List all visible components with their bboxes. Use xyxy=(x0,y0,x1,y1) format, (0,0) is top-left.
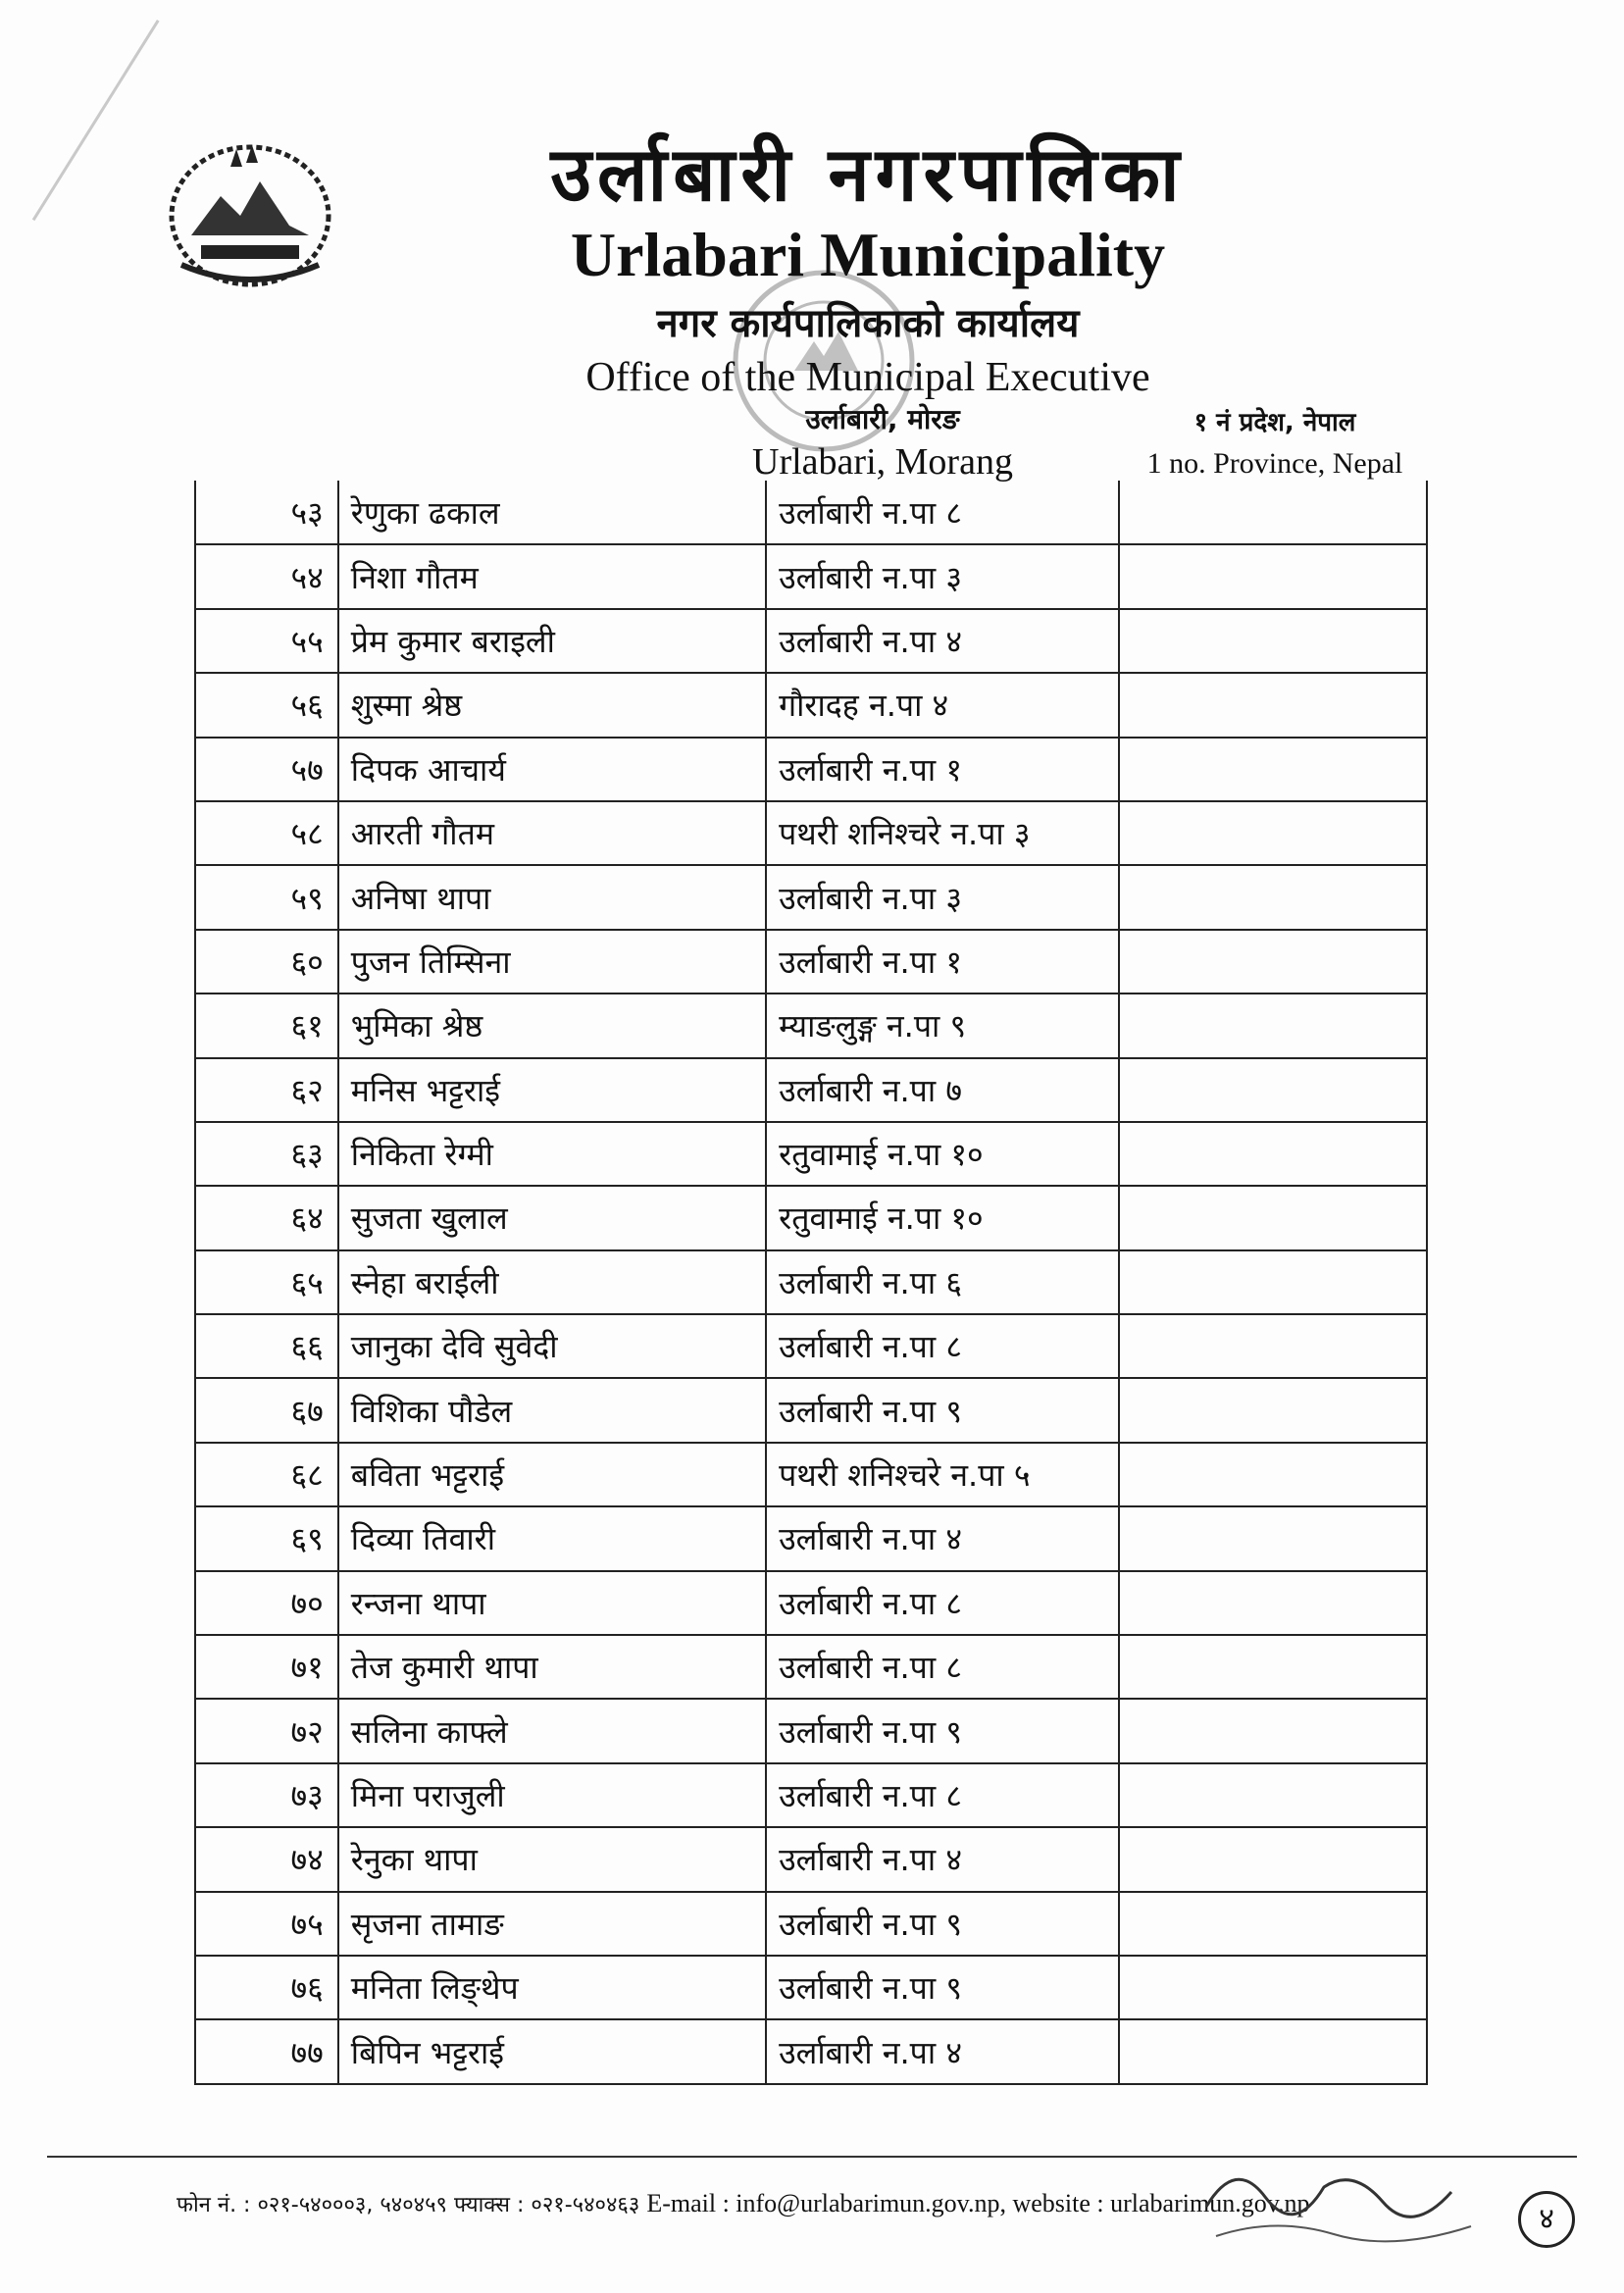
row-number-cell: ७३ xyxy=(195,1763,338,1827)
remarks-cell xyxy=(1119,738,1427,801)
footer-contact-np: फोन नं. : ०२१-५४०००३, ५४०४५९ फ्याक्स : ०२१-५४०४६३ xyxy=(177,2193,640,2217)
table-row xyxy=(195,1635,1427,1699)
address-cell: उर्लाबारी न.पा ८ xyxy=(766,1314,1119,1378)
table-row xyxy=(195,1058,1427,1122)
name-cell: रन्जना थापा xyxy=(338,1571,766,1635)
address-cell: उर्लाबारी न.पा ९ xyxy=(766,1699,1119,1762)
table-row xyxy=(195,865,1427,929)
name-cell: शुस्मा श्रेष्ठ xyxy=(338,673,766,737)
remarks-cell xyxy=(1119,1571,1427,1635)
row-number-cell: ६५ xyxy=(195,1250,338,1314)
scan-artifact-line xyxy=(32,20,160,221)
row-number-cell: ७५ xyxy=(195,1892,338,1956)
row-number-cell: ७४ xyxy=(195,1827,338,1891)
remarks-cell xyxy=(1119,1250,1427,1314)
row-number-cell: ७७ xyxy=(195,2019,338,2083)
remarks-cell xyxy=(1119,1763,1427,1827)
name-cell: मिना पराजुली xyxy=(338,1763,766,1827)
row-number-cell: ५४ xyxy=(195,544,338,608)
remarks-cell xyxy=(1119,1443,1427,1506)
address-cell: उर्लाबारी न.पा ४ xyxy=(766,1506,1119,1570)
row-number-cell: ५३ xyxy=(195,481,338,544)
roster-table-body xyxy=(195,481,1427,2084)
remarks-cell xyxy=(1119,481,1427,544)
name-cell: प्रेम कुमार बराइली xyxy=(338,609,766,673)
row-number-cell: ५९ xyxy=(195,865,338,929)
address-cell: उर्लाबारी न.पा ८ xyxy=(766,1763,1119,1827)
address-cell: उर्लाबारी न.पा ४ xyxy=(766,1827,1119,1891)
row-number-cell: ६३ xyxy=(195,1122,338,1186)
address-cell: उर्लाबारी न.पा ३ xyxy=(766,544,1119,608)
page-number-badge: ४ xyxy=(1518,2191,1575,2248)
table-row xyxy=(195,930,1427,994)
municipality-title-en: Urlabari Municipality xyxy=(570,220,1166,289)
row-number-cell: ५७ xyxy=(195,738,338,801)
row-number-cell: ७१ xyxy=(195,1635,338,1699)
name-cell: निकिता रेग्मी xyxy=(338,1122,766,1186)
row-number-cell: ५६ xyxy=(195,673,338,737)
table-row xyxy=(195,1892,1427,1956)
address-cell: गौरादह न.पा ४ xyxy=(766,673,1119,737)
table-row xyxy=(195,1250,1427,1314)
address-cell: उर्लाबारी न.पा ७ xyxy=(766,1058,1119,1122)
remarks-cell xyxy=(1119,865,1427,929)
row-number-cell: ६७ xyxy=(195,1378,338,1442)
remarks-cell xyxy=(1119,994,1427,1057)
name-cell: सुजता खुलाल xyxy=(338,1186,766,1249)
address-cell: उर्लाबारी न.पा ४ xyxy=(766,2019,1119,2083)
row-number-cell: ७२ xyxy=(195,1699,338,1762)
table-row xyxy=(195,673,1427,737)
name-cell: रेनुका थापा xyxy=(338,1827,766,1891)
remarks-cell xyxy=(1119,2019,1427,2083)
address-cell: पथरी शनिश्चरे न.पा ५ xyxy=(766,1443,1119,1506)
table-row xyxy=(195,1378,1427,1442)
table-row xyxy=(195,1571,1427,1635)
remarks-cell xyxy=(1119,801,1427,865)
table-row xyxy=(195,1443,1427,1506)
name-cell: विशिका पौडेल xyxy=(338,1378,766,1442)
row-number-cell: ६४ xyxy=(195,1186,338,1249)
table-row xyxy=(195,1956,1427,2019)
remarks-cell xyxy=(1119,930,1427,994)
row-number-cell: ६१ xyxy=(195,994,338,1057)
address-cell: पथरी शनिश्चरे न.पा ३ xyxy=(766,801,1119,865)
name-cell: मनिता लिङ्थेप xyxy=(338,1956,766,2019)
address-cell: उर्लाबारी न.पा ४ xyxy=(766,609,1119,673)
province-np: १ नं प्रदेश, नेपाल xyxy=(1193,408,1356,437)
remarks-cell xyxy=(1119,1635,1427,1699)
table-row xyxy=(195,801,1427,865)
address-cell: उर्लाबारी न.पा ९ xyxy=(766,1378,1119,1442)
table-row xyxy=(195,1186,1427,1249)
name-cell: तेज कुमारी थापा xyxy=(338,1635,766,1699)
name-cell: दिव्या तिवारी xyxy=(338,1506,766,1570)
remarks-cell xyxy=(1119,1122,1427,1186)
name-cell: रेणुका ढकाल xyxy=(338,481,766,544)
table-row xyxy=(195,994,1427,1057)
table-row xyxy=(195,544,1427,608)
name-cell: सृजना तामाङ xyxy=(338,1892,766,1956)
name-cell: सलिना काफ्ले xyxy=(338,1699,766,1762)
remarks-cell xyxy=(1119,609,1427,673)
remarks-cell xyxy=(1119,1699,1427,1762)
handwritten-signature-icon xyxy=(1196,2148,1491,2266)
name-cell: दिपक आचार्य xyxy=(338,738,766,801)
name-cell: भुमिका श्रेष्ठ xyxy=(338,994,766,1057)
remarks-cell xyxy=(1119,1314,1427,1378)
row-number-cell: ६२ xyxy=(195,1058,338,1122)
table-row xyxy=(195,1827,1427,1891)
name-cell: बिपिन भट्टराई xyxy=(338,2019,766,2083)
table-row xyxy=(195,481,1427,544)
footer-contact-en: E-mail : info@urlabarimun.gov.np, website : urlabarimun.gov.np xyxy=(646,2189,1310,2217)
row-number-cell: ६६ xyxy=(195,1314,338,1378)
name-cell: बविता भट्टराई xyxy=(338,1443,766,1506)
row-number-cell: ७६ xyxy=(195,1956,338,2019)
municipality-title-np: उर्लाबारी नगरपालिका xyxy=(550,130,1186,218)
location-en: Urlabari, Morang xyxy=(752,441,1013,483)
name-cell: जानुका देवि सुवेदी xyxy=(338,1314,766,1378)
table-row xyxy=(195,1122,1427,1186)
name-cell: पुजन तिम्सिना xyxy=(338,930,766,994)
table-row xyxy=(195,1699,1427,1762)
table-row xyxy=(195,2019,1427,2083)
table-row xyxy=(195,1314,1427,1378)
name-cell: मनिस भट्टराई xyxy=(338,1058,766,1122)
remarks-cell xyxy=(1119,1058,1427,1122)
row-number-cell: ५५ xyxy=(195,609,338,673)
remarks-cell xyxy=(1119,1892,1427,1956)
address-cell: उर्लाबारी न.पा ८ xyxy=(766,1571,1119,1635)
address-cell: उर्लाबारी न.पा ९ xyxy=(766,1892,1119,1956)
row-number-cell: ६८ xyxy=(195,1443,338,1506)
address-cell: उर्लाबारी न.पा ६ xyxy=(766,1250,1119,1314)
remarks-cell xyxy=(1119,1186,1427,1249)
address-cell: रतुवामाई न.पा १० xyxy=(766,1186,1119,1249)
table-row xyxy=(195,1763,1427,1827)
remarks-cell xyxy=(1119,544,1427,608)
remarks-cell xyxy=(1119,1378,1427,1442)
name-cell: अनिषा थापा xyxy=(338,865,766,929)
province-en: 1 no. Province, Nepal xyxy=(1146,447,1403,480)
address-cell: उर्लाबारी न.पा ९ xyxy=(766,1956,1119,2019)
address-cell: उर्लाबारी न.पा ३ xyxy=(766,865,1119,929)
remarks-cell xyxy=(1119,1956,1427,2019)
remarks-cell xyxy=(1119,1827,1427,1891)
roster-table xyxy=(194,481,1428,2085)
row-number-cell: ७० xyxy=(195,1571,338,1635)
remarks-cell xyxy=(1119,673,1427,737)
name-cell: निशा गौतम xyxy=(338,544,766,608)
address-cell: म्याङलुङ्ग न.पा ९ xyxy=(766,994,1119,1057)
row-number-cell: ५८ xyxy=(195,801,338,865)
row-number-cell: ६० xyxy=(195,930,338,994)
location-np: उर्लाबारी, मोरङ xyxy=(805,403,960,435)
remarks-cell xyxy=(1119,1506,1427,1570)
table-row xyxy=(195,1506,1427,1570)
office-title-np: नगर कार्यपालिकाको कार्यालय xyxy=(656,301,1080,346)
table-row xyxy=(195,609,1427,673)
name-cell: आरती गौतम xyxy=(338,801,766,865)
nepal-emblem-icon xyxy=(162,137,338,294)
address-cell: उर्लाबारी न.पा ८ xyxy=(766,1635,1119,1699)
row-number-cell: ६९ xyxy=(195,1506,338,1570)
address-cell: रतुवामाई न.पा १० xyxy=(766,1122,1119,1186)
name-cell: स्नेहा बराईली xyxy=(338,1250,766,1314)
table-row xyxy=(195,738,1427,801)
office-title-en: Office of the Municipal Executive xyxy=(585,355,1150,400)
address-cell: उर्लाबारी न.पा १ xyxy=(766,930,1119,994)
address-cell: उर्लाबारी न.पा ८ xyxy=(766,481,1119,544)
address-cell: उर्लाबारी न.पा १ xyxy=(766,738,1119,801)
